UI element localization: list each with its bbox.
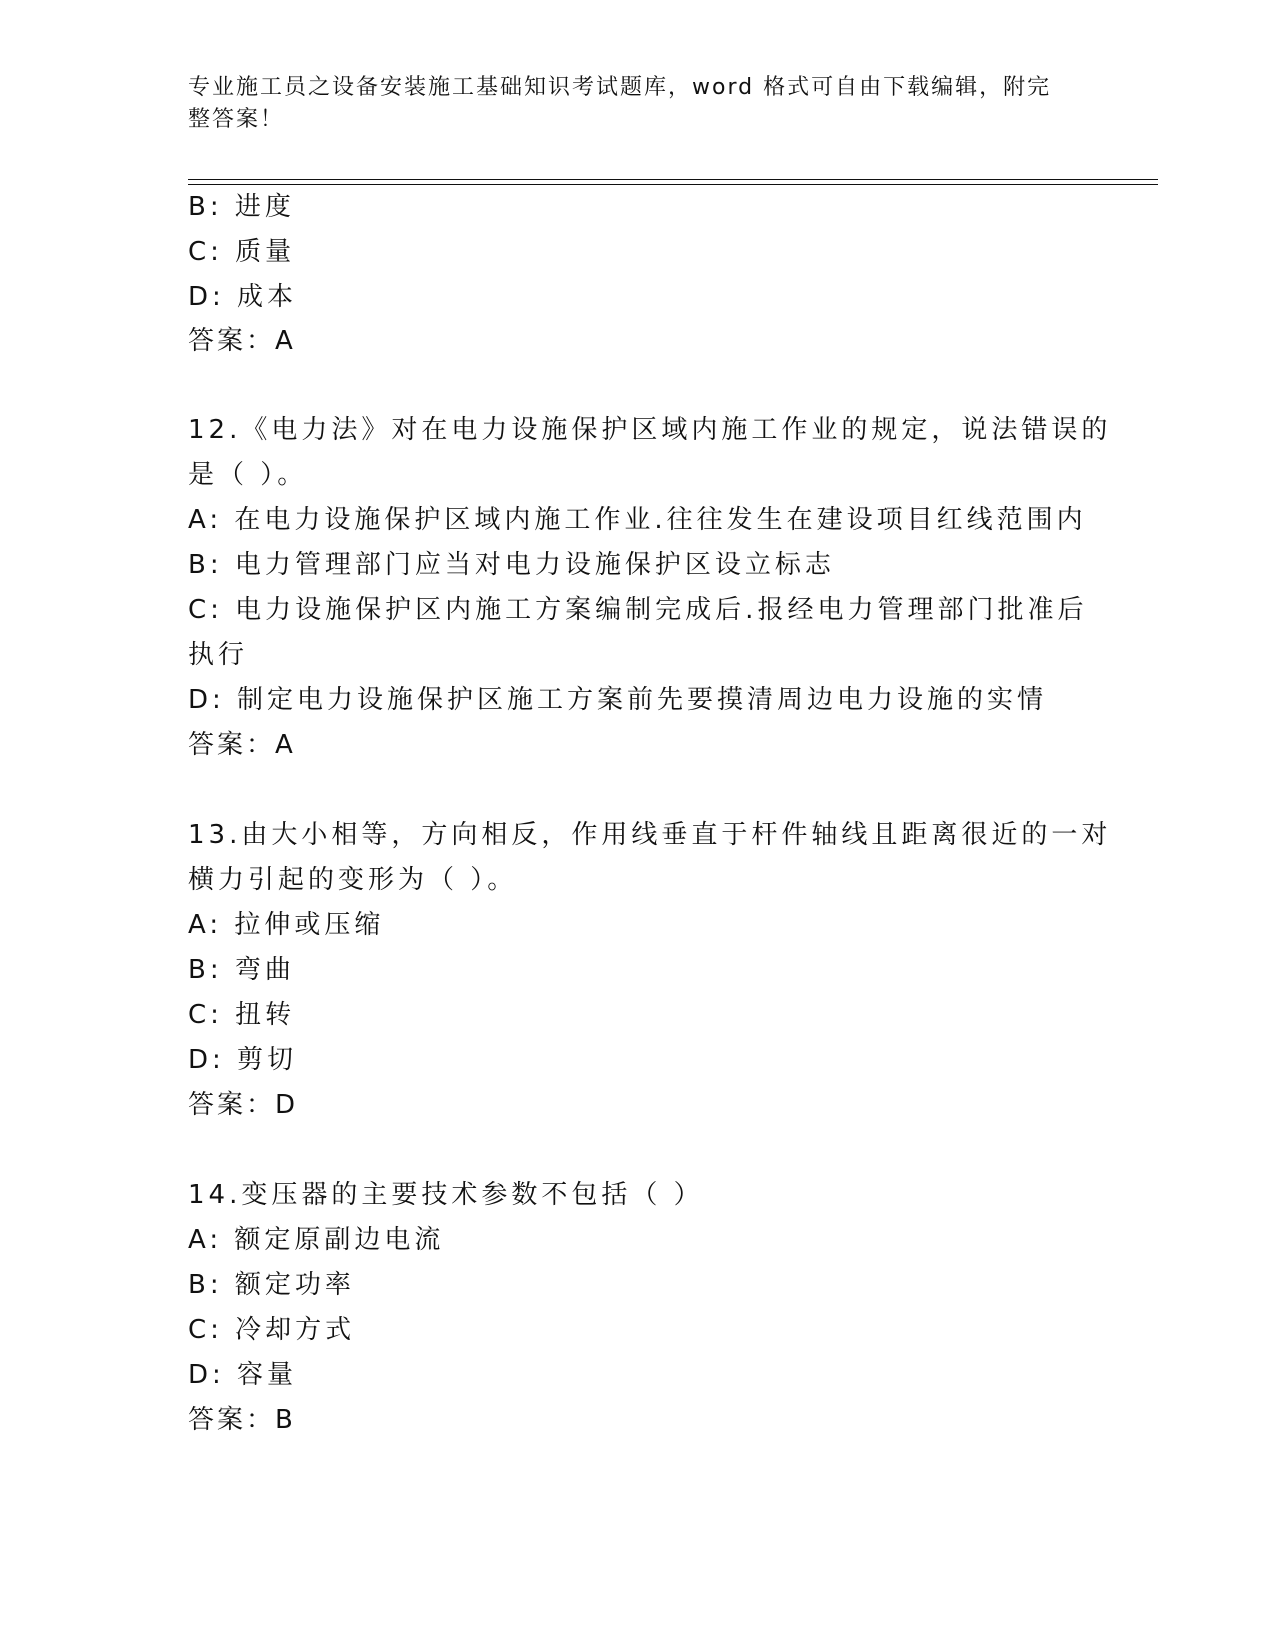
question-13-option-d: D: 剪切 — [188, 1045, 298, 1075]
question-12-answer: 答案：A — [188, 730, 296, 760]
question-13-answer: 答案：D — [188, 1090, 299, 1120]
question-13-line-1: 13.由大小相等，方向相反，作用线垂直于杆件轴线且距离很近的一对 — [188, 820, 1112, 850]
option-b: B: 进度 — [188, 192, 295, 222]
question-13-option-b: B: 弯曲 — [188, 955, 295, 985]
answer: 答案：A — [188, 326, 296, 356]
question-14-option-a: A: 额定原副边电流 — [188, 1225, 445, 1255]
question-14-answer: 答案：B — [188, 1405, 296, 1435]
question-12-option-c-line-1: C: 电力设施保护区内施工方案编制完成后.报经电力管理部门批准后 — [188, 595, 1088, 625]
document-header: 专业施工员之设备安装施工基础知识考试题库，word 格式可自由下载编辑，附完整答案！ — [188, 75, 1052, 132]
header-rule-bottom — [188, 184, 1158, 185]
question-12-option-c-line-2: 执行 — [188, 640, 249, 670]
question-13-option-c: C: 扭转 — [188, 1000, 296, 1030]
header-rule-top — [188, 179, 1158, 180]
question-12-option-d: D: 制定电力设施保护区施工方案前先要摸清周边电力设施的实情 — [188, 685, 1048, 715]
question-12-option-a: A: 在电力设施保护区域内施工作业.往往发生在建设项目红线范围内 — [188, 505, 1087, 535]
question-14-option-d: D: 容量 — [188, 1360, 298, 1390]
option-c: C: 质量 — [188, 237, 296, 267]
question-13-option-a: A: 拉伸或压缩 — [188, 910, 385, 940]
question-12-line-1: 12.《电力法》对在电力设施保护区域内施工作业的规定，说法错误的 — [188, 415, 1112, 445]
question-12-option-b: B: 电力管理部门应当对电力设施保护区设立标志 — [188, 550, 835, 580]
question-14-option-c: C: 冷却方式 — [188, 1315, 356, 1345]
question-14-option-b: B: 额定功率 — [188, 1270, 355, 1300]
option-d: D: 成本 — [188, 282, 298, 312]
question-14-line-1: 14.变压器的主要技术参数不包括（ ） — [188, 1180, 704, 1210]
question-12-line-2: 是（ ）。 — [188, 460, 308, 490]
question-13-line-2: 横力引起的变形为（ ）。 — [188, 865, 518, 895]
